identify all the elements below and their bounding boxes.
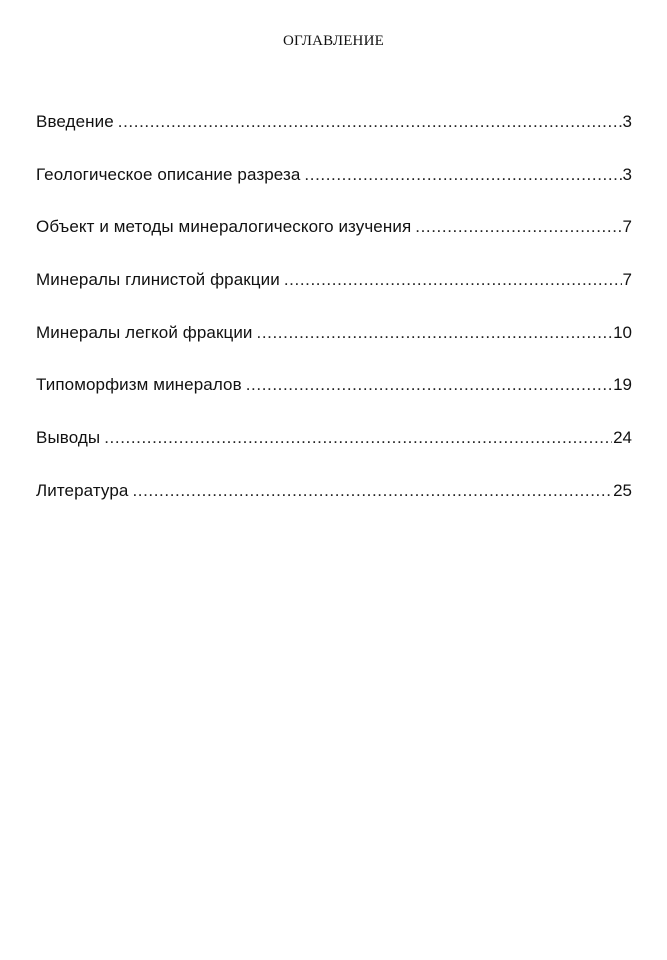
toc-entry: [36, 323, 632, 349]
toc-entry-label: Геологическое описание разреза: [36, 164, 301, 184]
toc-entry-page: 7: [622, 270, 632, 290]
toc-entry-label: Типоморфизм минералов: [36, 375, 242, 395]
toc-entry-label: Минералы легкой фракции: [36, 322, 253, 342]
toc-entry: [36, 481, 632, 507]
toc-entry: [36, 428, 632, 454]
table-of-contents: [36, 112, 632, 534]
toc-leader-dots: [304, 165, 621, 185]
toc-leader-dots: [284, 270, 622, 290]
toc-entry-label: Объект и методы минералогического изучения: [36, 217, 412, 237]
toc-entry: [36, 165, 632, 191]
toc-entry-page: 3: [622, 164, 632, 184]
toc-entry-page: 7: [622, 217, 632, 237]
toc-entry-label: Выводы: [36, 428, 101, 448]
toc-leader-dots: [257, 323, 613, 343]
toc-leader-dots: [104, 428, 612, 448]
toc-leader-dots: [415, 217, 621, 237]
toc-entry-page: 24: [613, 428, 632, 448]
toc-entry-page: 25: [613, 480, 632, 500]
toc-entry: [36, 217, 632, 243]
toc-entry: [36, 270, 632, 296]
toc-leader-dots: [246, 375, 612, 395]
toc-entry-label: Минералы глинистой фракции: [36, 270, 280, 290]
page-title: ОГЛАВЛЕНИЕ: [283, 33, 384, 49]
toc-entry-page: 19: [613, 375, 632, 395]
toc-entry: [36, 375, 632, 401]
toc-leader-dots: [132, 481, 612, 501]
toc-entry-page: 3: [622, 112, 632, 131]
toc-entry-label: Введение: [36, 112, 114, 131]
toc-entry-page: 10: [613, 322, 632, 342]
toc-entry: [36, 112, 632, 138]
toc-entry-label: Литература: [36, 480, 129, 500]
toc-leader-dots: [118, 112, 622, 132]
